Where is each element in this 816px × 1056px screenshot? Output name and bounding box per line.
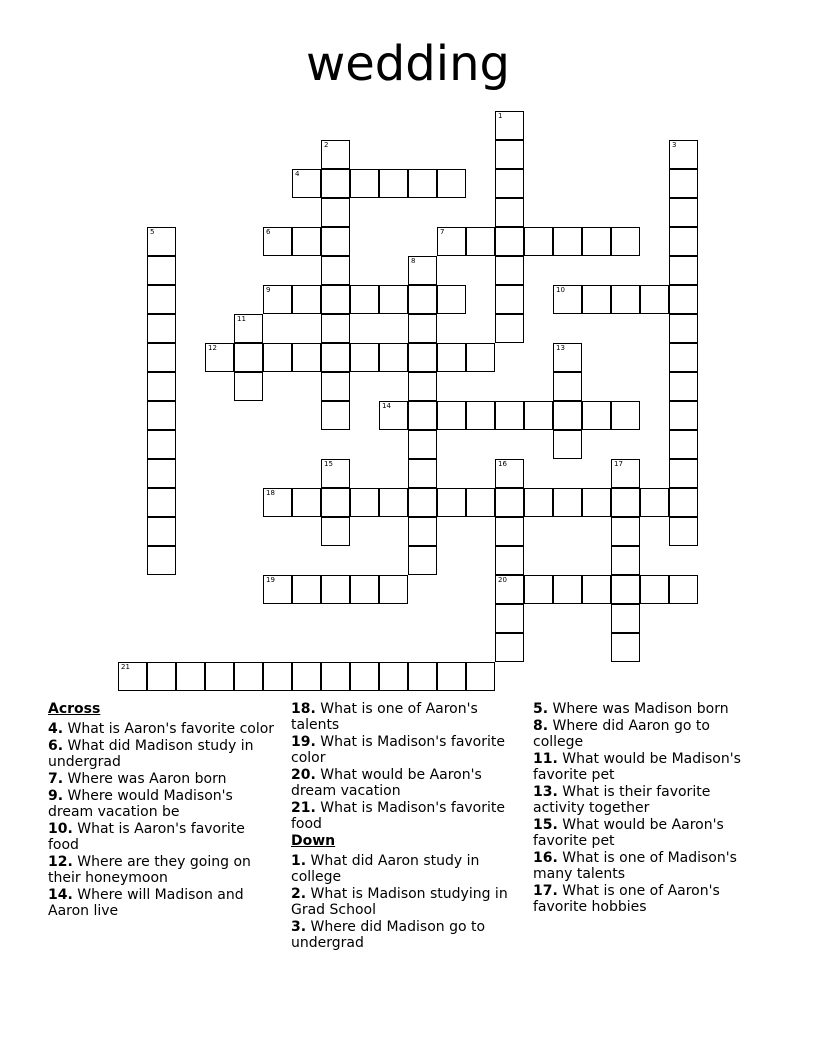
grid-cell[interactable] (495, 575, 524, 604)
grid-cell[interactable] (495, 140, 524, 169)
clue-text: What would be Aaron's dream vacation (291, 767, 482, 799)
grid-cell[interactable] (379, 401, 408, 430)
grid-cell[interactable] (234, 662, 263, 691)
grid-cell[interactable] (553, 285, 582, 314)
grid-cell[interactable] (437, 169, 466, 198)
clue-number-4: 4 (295, 170, 300, 178)
grid-cell[interactable] (408, 372, 437, 401)
clue-1 (291, 853, 521, 885)
grid-cell[interactable] (611, 285, 640, 314)
clue-number: 17. (533, 883, 558, 899)
clue-text: What is their favorite activity together (533, 784, 711, 816)
clue-text: Where are they going on their honeymoon (48, 854, 251, 886)
clue-20 (291, 767, 521, 799)
grid-cell[interactable] (669, 459, 698, 488)
clue-17 (533, 883, 763, 915)
grid-cell[interactable] (437, 662, 466, 691)
clue-9 (48, 788, 278, 820)
grid-cell[interactable] (147, 372, 176, 401)
clue-number-6: 6 (266, 228, 271, 236)
grid-cell[interactable] (495, 314, 524, 343)
grid-cell[interactable] (495, 169, 524, 198)
clue-number: 18. (291, 701, 316, 717)
grid-cell[interactable] (669, 517, 698, 546)
clue-text: What is Aaron's favorite color (63, 721, 275, 737)
grid-cell[interactable] (263, 575, 292, 604)
grid-cell[interactable] (321, 227, 350, 256)
grid-cell[interactable] (669, 314, 698, 343)
clue-number-12: 12 (208, 344, 217, 352)
grid-cell[interactable] (669, 256, 698, 285)
clue-21 (291, 800, 521, 832)
clue-number: 10. (48, 821, 73, 837)
grid-cell[interactable] (669, 372, 698, 401)
grid-cell[interactable] (205, 343, 234, 372)
clue-number: 15. (533, 817, 558, 833)
grid-cell[interactable] (495, 227, 524, 256)
clue-number-21: 21 (121, 663, 130, 671)
clue-text: What is Madison studying in Grad School (291, 886, 508, 918)
clue-text: Where did Madison go to undergrad (291, 919, 486, 951)
clue-number: 2. (291, 886, 307, 902)
clue-number: 7. (48, 771, 64, 787)
grid-cell[interactable] (553, 430, 582, 459)
down-heading: Down (291, 833, 336, 849)
clue-3 (291, 919, 521, 951)
grid-cell[interactable] (669, 488, 698, 517)
grid-cell[interactable] (495, 604, 524, 633)
grid-cell[interactable] (321, 314, 350, 343)
grid-cell[interactable] (408, 546, 437, 575)
grid-cell[interactable] (669, 140, 698, 169)
grid-cell[interactable] (408, 314, 437, 343)
grid-cell[interactable] (582, 575, 611, 604)
clue-number-7: 7 (440, 228, 445, 236)
grid-cell[interactable] (321, 662, 350, 691)
clue-text: Where did Aaron go to college (533, 718, 710, 750)
grid-cell[interactable] (640, 488, 669, 517)
grid-cell[interactable] (321, 169, 350, 198)
grid-cell[interactable] (582, 285, 611, 314)
clue-text: What did Madison study in undergrad (48, 738, 254, 770)
clue-text: Where would Madison's dream vacation be (48, 788, 233, 820)
grid-cell[interactable] (263, 662, 292, 691)
grid-cell[interactable] (147, 314, 176, 343)
grid-cell[interactable] (611, 575, 640, 604)
clue-number-19: 19 (266, 576, 275, 584)
grid-cell[interactable] (611, 546, 640, 575)
grid-cell[interactable] (379, 662, 408, 691)
grid-cell[interactable] (147, 285, 176, 314)
clue-number-13: 13 (556, 344, 565, 352)
clue-text: What is one of Madison's many talents (533, 850, 737, 882)
clue-text: What is Madison's favorite food (291, 800, 505, 832)
grid-cell[interactable] (495, 546, 524, 575)
grid-cell[interactable] (408, 662, 437, 691)
grid-cell[interactable] (437, 227, 466, 256)
clue-number: 14. (48, 887, 73, 903)
grid-cell[interactable] (495, 488, 524, 517)
clue-18 (291, 701, 521, 733)
grid-cell[interactable] (292, 488, 321, 517)
clue-number-2: 2 (324, 141, 329, 149)
grid-cell[interactable] (611, 633, 640, 662)
grid-cell[interactable] (147, 517, 176, 546)
grid-cell[interactable] (234, 343, 263, 372)
grid-cell[interactable] (321, 459, 350, 488)
clue-number: 5. (533, 701, 549, 717)
grid-cell[interactable] (553, 227, 582, 256)
grid-cell[interactable] (611, 517, 640, 546)
clue-10 (48, 821, 278, 853)
clue-text: What is Aaron's favorite food (48, 821, 245, 853)
grid-cell[interactable] (582, 227, 611, 256)
clue-number-1: 1 (498, 112, 503, 120)
grid-cell[interactable] (408, 488, 437, 517)
clue-number-16: 16 (498, 460, 507, 468)
grid-cell[interactable] (176, 662, 205, 691)
grid-cell[interactable] (611, 488, 640, 517)
grid-cell[interactable] (437, 401, 466, 430)
grid-cell[interactable] (466, 401, 495, 430)
clue-number: 13. (533, 784, 558, 800)
grid-cell[interactable] (495, 198, 524, 227)
clue-number: 4. (48, 721, 64, 737)
grid-cell[interactable] (669, 401, 698, 430)
clue-text: Where will Madison and Aaron live (48, 887, 244, 919)
grid-cell[interactable] (495, 517, 524, 546)
grid-cell[interactable] (379, 169, 408, 198)
grid-cell[interactable] (263, 488, 292, 517)
clue-number: 16. (533, 850, 558, 866)
clue-number-5: 5 (150, 228, 155, 236)
grid-cell[interactable] (408, 430, 437, 459)
grid-cell[interactable] (379, 575, 408, 604)
grid-cell[interactable] (408, 517, 437, 546)
grid-cell[interactable] (582, 488, 611, 517)
grid-cell[interactable] (234, 314, 263, 343)
grid-cell[interactable] (553, 575, 582, 604)
grid-cell[interactable] (437, 488, 466, 517)
clue-2 (291, 886, 521, 918)
grid-cell[interactable] (147, 227, 176, 256)
clue-number: 9. (48, 788, 64, 804)
clue-14 (48, 887, 278, 919)
clue-15 (533, 817, 763, 849)
clue-5 (533, 701, 763, 717)
clue-number: 21. (291, 800, 316, 816)
grid-cell[interactable] (263, 343, 292, 372)
grid-cell[interactable] (292, 169, 321, 198)
grid-cell[interactable] (495, 111, 524, 140)
grid-cell[interactable] (524, 227, 553, 256)
clue-12 (48, 854, 278, 886)
clue-4 (48, 721, 278, 737)
clue-number-20: 20 (498, 576, 507, 584)
grid-cell[interactable] (495, 459, 524, 488)
clue-number-11: 11 (237, 315, 246, 323)
clue-text: What did Aaron study in college (291, 853, 480, 885)
grid-cell[interactable] (147, 662, 176, 691)
grid-cell[interactable] (669, 285, 698, 314)
grid-cell[interactable] (205, 662, 234, 691)
grid-cell[interactable] (640, 575, 669, 604)
grid-cell[interactable] (379, 343, 408, 372)
clue-text: Where was Aaron born (63, 771, 227, 787)
clue-number-18: 18 (266, 489, 275, 497)
clue-7 (48, 771, 278, 787)
grid-cell[interactable] (669, 169, 698, 198)
clue-number-14: 14 (382, 402, 391, 410)
grid-cell[interactable] (553, 488, 582, 517)
grid-cell[interactable] (350, 662, 379, 691)
clue-number: 6. (48, 738, 64, 754)
clues-column-1 (48, 701, 278, 920)
clue-number: 1. (291, 853, 307, 869)
grid-cell[interactable] (350, 343, 379, 372)
grid-cell[interactable] (147, 430, 176, 459)
clue-11 (533, 751, 763, 783)
clue-number: 11. (533, 751, 558, 767)
grid-cell[interactable] (321, 140, 350, 169)
clues-column-2 (291, 701, 521, 952)
puzzle-title: wedding (306, 36, 510, 92)
grid-cell[interactable] (321, 285, 350, 314)
clue-number: 3. (291, 919, 307, 935)
grid-cell[interactable] (640, 285, 669, 314)
grid-cell[interactable] (582, 401, 611, 430)
clue-number: 20. (291, 767, 316, 783)
grid-cell[interactable] (321, 198, 350, 227)
grid-cell[interactable] (437, 343, 466, 372)
grid-cell[interactable] (408, 256, 437, 285)
grid-cell[interactable] (669, 430, 698, 459)
grid-cell[interactable] (553, 343, 582, 372)
grid-cell[interactable] (321, 575, 350, 604)
clue-number: 12. (48, 854, 73, 870)
grid-cell[interactable] (408, 343, 437, 372)
clue-19 (291, 734, 521, 766)
clue-number: 19. (291, 734, 316, 750)
grid-cell[interactable] (408, 169, 437, 198)
clue-text: Where was Madison born (548, 701, 729, 717)
grid-cell[interactable] (321, 256, 350, 285)
grid-cell[interactable] (147, 459, 176, 488)
clue-number-8: 8 (411, 257, 416, 265)
grid-cell[interactable] (234, 372, 263, 401)
grid-cell[interactable] (611, 459, 640, 488)
grid-cell[interactable] (292, 227, 321, 256)
grid-cell[interactable] (524, 401, 553, 430)
grid-cell[interactable] (321, 343, 350, 372)
clue-number-10: 10 (556, 286, 565, 294)
grid-cell[interactable] (437, 285, 466, 314)
grid-cell[interactable] (466, 662, 495, 691)
clue-number: 8. (533, 718, 549, 734)
grid-cell[interactable] (292, 575, 321, 604)
grid-cell[interactable] (495, 633, 524, 662)
grid-cell[interactable] (350, 169, 379, 198)
grid-cell[interactable] (350, 488, 379, 517)
grid-cell[interactable] (292, 285, 321, 314)
grid-cell[interactable] (495, 256, 524, 285)
grid-cell[interactable] (292, 662, 321, 691)
grid-cell[interactable] (466, 343, 495, 372)
grid-cell[interactable] (263, 227, 292, 256)
clue-6 (48, 738, 278, 770)
grid-cell[interactable] (263, 285, 292, 314)
clue-number-9: 9 (266, 286, 271, 294)
clue-number-17: 17 (614, 460, 623, 468)
clue-number-3: 3 (672, 141, 677, 149)
grid-cell[interactable] (147, 401, 176, 430)
grid-cell[interactable] (350, 285, 379, 314)
grid-cell[interactable] (466, 227, 495, 256)
clues-column-3 (533, 701, 763, 916)
grid-cell[interactable] (669, 227, 698, 256)
clue-13 (533, 784, 763, 816)
grid-cell[interactable] (553, 401, 582, 430)
clue-text: What is one of Aaron's talents (291, 701, 478, 733)
grid-cell[interactable] (611, 604, 640, 633)
grid-cell[interactable] (611, 227, 640, 256)
grid-cell[interactable] (321, 488, 350, 517)
grid-cell[interactable] (147, 546, 176, 575)
grid-cell[interactable] (408, 401, 437, 430)
grid-cell[interactable] (408, 285, 437, 314)
clue-text: What would be Madison's favorite pet (533, 751, 741, 783)
grid-cell[interactable] (118, 662, 147, 691)
across-heading: Across (48, 701, 101, 717)
grid-cell[interactable] (408, 459, 437, 488)
grid-cell[interactable] (321, 372, 350, 401)
grid-cell[interactable] (669, 575, 698, 604)
clue-number-15: 15 (324, 460, 333, 468)
grid-cell[interactable] (321, 401, 350, 430)
grid-cell[interactable] (524, 575, 553, 604)
grid-cell[interactable] (669, 343, 698, 372)
clue-text: What is one of Aaron's favorite hobbies (533, 883, 720, 915)
grid-cell[interactable] (147, 343, 176, 372)
grid-cell[interactable] (611, 401, 640, 430)
grid-cell[interactable] (321, 517, 350, 546)
grid-cell[interactable] (147, 488, 176, 517)
grid-cell[interactable] (524, 488, 553, 517)
clue-16 (533, 850, 763, 882)
grid-cell[interactable] (292, 343, 321, 372)
grid-cell[interactable] (669, 198, 698, 227)
clue-8 (533, 718, 763, 750)
grid-cell[interactable] (466, 488, 495, 517)
grid-cell[interactable] (495, 285, 524, 314)
grid-cell[interactable] (147, 256, 176, 285)
grid-cell[interactable] (553, 372, 582, 401)
grid-cell[interactable] (495, 401, 524, 430)
clue-text: What would be Aaron's favorite pet (533, 817, 724, 849)
grid-cell[interactable] (350, 575, 379, 604)
grid-cell[interactable] (379, 285, 408, 314)
clue-text: What is Madison's favorite color (291, 734, 505, 766)
grid-cell[interactable] (379, 488, 408, 517)
